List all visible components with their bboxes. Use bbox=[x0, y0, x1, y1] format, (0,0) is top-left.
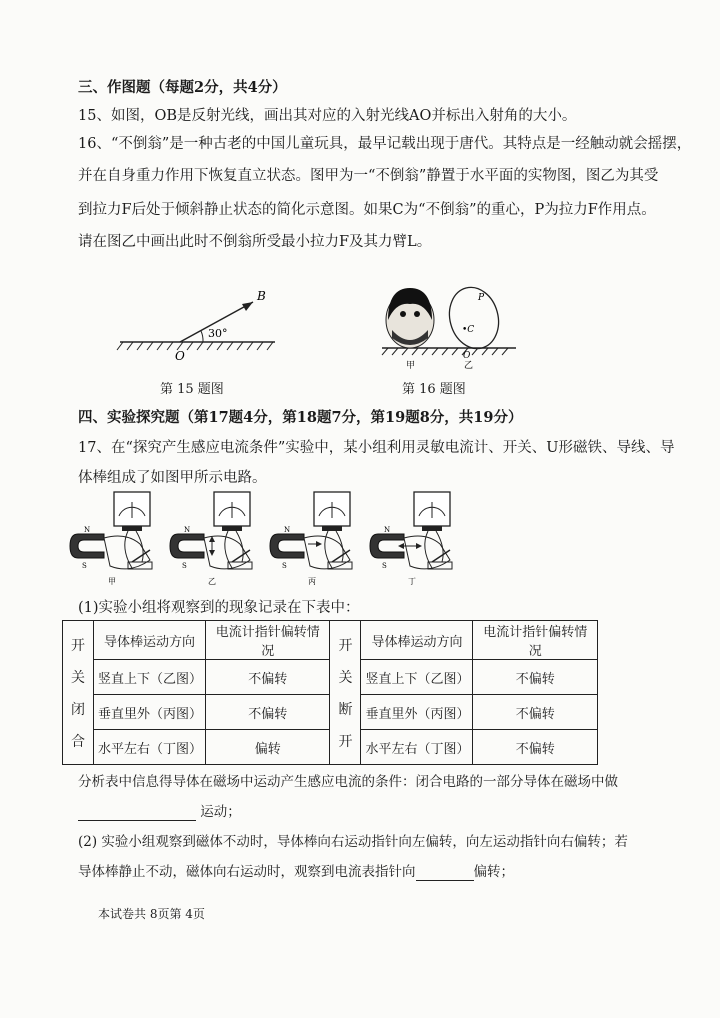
analysis-line-2 bbox=[78, 800, 241, 821]
row2-dev-closed: 不偏转 bbox=[205, 695, 330, 730]
part2-line-2 bbox=[78, 860, 514, 881]
analysis-line-1: 分析表中信息得导体在磁场中运动产生感应电流的条件：闭合电路的一部分导体在磁场中做 bbox=[78, 774, 618, 790]
fig17-panel-c: 丙 bbox=[308, 577, 316, 586]
header-deflection-open: 电流计指针偏转情况 bbox=[473, 621, 598, 660]
analysis-tail: 运动； bbox=[200, 804, 241, 820]
closed-char-3: 闭 bbox=[71, 701, 85, 718]
tumbler-photo bbox=[386, 288, 434, 348]
fig16-label-o: O bbox=[463, 351, 471, 361]
switch-open-cell bbox=[330, 621, 361, 765]
row2-dir-closed: 垂直里外（丙图） bbox=[94, 695, 206, 730]
section4-heading: 四、实验探究题（第17题4分，第18题7分，第19题8分，共19分） bbox=[78, 409, 523, 426]
open-char-2: 关 bbox=[338, 669, 353, 686]
header-direction-open: 导体棒运动方向 bbox=[361, 621, 473, 660]
q16-line-1: 16、“不倒翁”是一种古老的中国儿童玩具，最早记载出现于唐代。其特点是一经触动就会摇摆， bbox=[78, 136, 692, 152]
open-char-4: 开 bbox=[338, 733, 353, 750]
switch-closed-cell bbox=[63, 621, 94, 765]
header-deflection-closed: 电流计指针偏转情况 bbox=[205, 621, 330, 660]
fig16-sub-b: 乙 bbox=[464, 361, 474, 371]
fig15-label-o: O bbox=[175, 349, 185, 363]
fig15-label-b: B bbox=[257, 289, 266, 303]
angle-arc bbox=[201, 331, 203, 342]
ray-arrowhead bbox=[242, 302, 253, 311]
fig17-panel-d: 丁 bbox=[408, 577, 416, 586]
closed-char-1: 开 bbox=[71, 637, 85, 654]
row3-dev-open: 不偏转 bbox=[473, 730, 598, 765]
part2-text-a: 导体棒静止不动，磁体向右运动时，观察到电流表指针向 bbox=[78, 864, 416, 880]
mirror-hatching bbox=[117, 342, 273, 350]
closed-char-4: 合 bbox=[71, 733, 85, 750]
figure-17 bbox=[70, 488, 470, 586]
figure-16 bbox=[380, 280, 520, 375]
fig17-panel-b: 乙 bbox=[208, 577, 216, 586]
q17-line-1: 17、在“探究产生感应电流条件”实验中，某小组利用灵敏电流计、开关、U形磁铁、导线、导 bbox=[78, 440, 675, 456]
closed-char-2: 关 bbox=[71, 669, 85, 686]
row3-dir-closed: 水平左右（丁图） bbox=[94, 730, 206, 765]
part1-text: (1)实验小组将观察到的现象记录在下表中： bbox=[78, 600, 360, 616]
figure-15 bbox=[115, 290, 285, 365]
answer-blank-1[interactable] bbox=[78, 804, 196, 821]
header-direction-closed: 导体棒运动方向 bbox=[94, 621, 206, 660]
page-footer: 本试卷共 8页第 4页 bbox=[98, 907, 205, 921]
fig16-label-c: •C bbox=[462, 325, 475, 335]
part2-text-b: 偏转； bbox=[473, 864, 514, 880]
fig17-panel-a: 甲 bbox=[108, 577, 116, 586]
table-header-row bbox=[63, 621, 598, 660]
row1-dev-closed: 不偏转 bbox=[205, 660, 330, 695]
open-char-1: 开 bbox=[338, 637, 353, 654]
fig16-label-p: P bbox=[478, 293, 485, 303]
q16-line-2: 并在自身重力作用下恢复直立状态。图甲为一“不倒翁”静置于水平面的实物图，图乙为其受 bbox=[78, 168, 659, 184]
row1-dir-closed: 竖直上下（乙图） bbox=[94, 660, 206, 695]
open-char-3: 断 bbox=[338, 701, 353, 718]
fig15-angle: 30° bbox=[208, 327, 228, 340]
row2-dir-open: 垂直里外（丙图） bbox=[361, 695, 473, 730]
part2-line-1: (2) 实验小组观察到磁体不动时，导体棒向右运动指针向左偏转，向左运动指针向右偏转；若 bbox=[78, 834, 628, 850]
q16-line-4: 请在图乙中画出此时不倒翁所受最小拉力F及其力臂L。 bbox=[78, 234, 432, 250]
tumbler-outline bbox=[443, 282, 505, 354]
q15-text: 15、如图，OB是反射光线，画出其对应的入射光线AO并标出入射角的大小。 bbox=[78, 108, 577, 124]
q16-line-3: 到拉力F后处于倾斜静止状态的简化示意图。如果C为“不倒翁”的重心，P为拉力F作用点。 bbox=[78, 202, 656, 218]
row3-dev-closed: 偏转 bbox=[205, 730, 330, 765]
observation-table bbox=[62, 620, 598, 765]
fig16-caption: 第 16 题图 bbox=[402, 382, 466, 397]
row1-dir-open: 竖直上下（乙图） bbox=[361, 660, 473, 695]
fig15-caption: 第 15 题图 bbox=[160, 382, 224, 397]
section3-heading: 三、作图题（每题2分，共4分） bbox=[78, 79, 287, 96]
fig16-sub-a: 甲 bbox=[406, 361, 416, 371]
row3-dir-open: 水平左右（丁图） bbox=[361, 730, 473, 765]
q17-line-2: 体棒组成了如图甲所示电路。 bbox=[78, 470, 267, 486]
answer-blank-2[interactable] bbox=[416, 864, 474, 881]
row1-dev-open: 不偏转 bbox=[473, 660, 598, 695]
row2-dev-open: 不偏转 bbox=[473, 695, 598, 730]
